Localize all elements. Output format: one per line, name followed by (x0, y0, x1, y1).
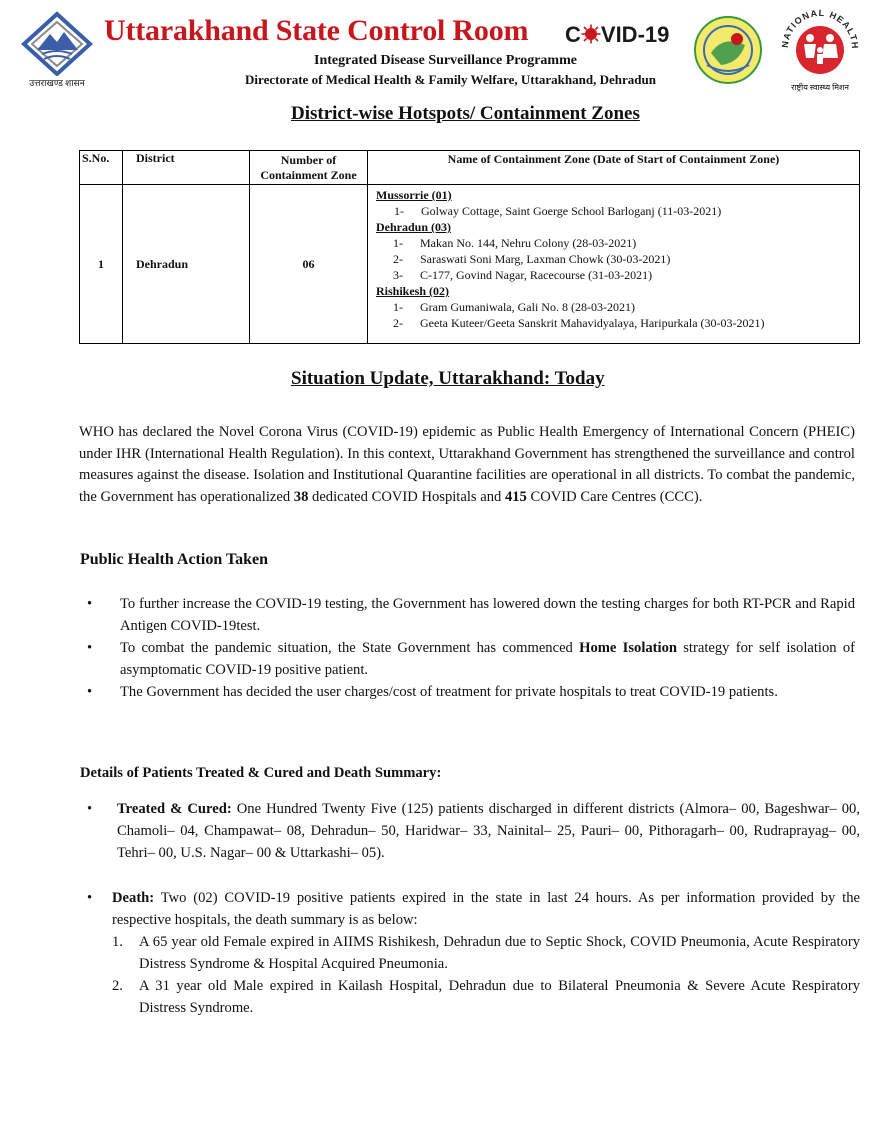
nhm-logo (770, 8, 870, 90)
action-list (79, 593, 855, 703)
col-district: District (123, 151, 250, 185)
bullet-icon: • (87, 890, 93, 906)
row-sno: 1 (80, 185, 123, 344)
death-summary-list (112, 931, 860, 1019)
death-label: Death: (112, 890, 155, 906)
zone-item: 2- Geeta Kuteer/Geeta Sanskrit Mahavidyalaya, Haripurkala (30-03-2021) (393, 316, 765, 330)
covid-logo-letter-c: C (565, 22, 581, 47)
list-item: • The Government has decided the user charges/cost of treatment for private hospitals to treat COVID-19 patients. (79, 681, 855, 703)
nhm-caption: राष्ट्रीय स्वास्थ्य मिशन (791, 83, 849, 92)
zone-item: 3- C-177, Govind Nagar, Racecourse (31-03-2021) (393, 268, 653, 282)
bullet-icon: • (87, 801, 93, 817)
page-title: Uttarakhand State Control Room (104, 14, 529, 47)
col-zone-names: Name of Containment Zone (Date of Start of Containment Zone) (368, 151, 860, 185)
list-item: • To further increase the COVID-19 testing, the Government has lowered down the testing charges for both RT-PCR and Rapid Antigen COVID-19test. (79, 593, 855, 637)
list-item: 2. A 31 year old Male expired in Kailash Hospital, Dehradun due to Bilateral Pneumonia & Severe Acute Respiratory Distress Syndrome. (112, 978, 860, 1016)
zone-group-title: Dehradun (03) (376, 220, 452, 234)
idsp-logo (693, 15, 763, 85)
details-heading: Details of Patients Treated & Cured and Death Summary: (80, 765, 442, 781)
bullet-icon: • (87, 684, 93, 700)
emblem-caption: उत्तराखण्ड शासन (29, 78, 85, 88)
col-sno: S.No. (80, 151, 123, 185)
list-item: 1. A 65 year old Female expired in AIIMS Rishikesh, Dehradun due to Septic Shock, COVID Pneumonia, Acute Respiratory Distress Syndrome & Hospital Acquired Pneumonia. (112, 934, 860, 972)
hospital-count: 38 (293, 488, 309, 505)
zone-item: 1- Gram Gumaniwala, Gali No. 8 (28-03-2021) (393, 300, 635, 314)
idsp-circle-icon (693, 15, 763, 85)
row-district: Dehradun (123, 185, 250, 344)
programme-subtitle: Integrated Disease Surveillance Programme (314, 53, 577, 68)
table-header-row (80, 151, 860, 185)
row-zone-count: 06 (250, 185, 368, 344)
nhm-emblem-icon (770, 8, 870, 84)
intro-paragraph: WHO has declared the Novel Corona Virus (COVID-19) epidemic as Public Health Emergency of International Concern (PHEIC) under IHR (International Health Regulation). In this context, Uttarakhand Government has strengthened the surveillance and control measures against the disease. Isolation and Institutional Quarantine facilities are operational in all districts. To combat the pandemic, the Government has operationalized 38 dedicated COVID Hospitals and 415 COVID Care Centres (CCC). (79, 424, 855, 505)
zone-item: 2- Saraswati Soni Marg, Laxman Chowk (30-03-2021) (393, 252, 671, 266)
zone-item: 1- Makan No. 144, Nehru Colony (28-03-2021) (393, 236, 637, 250)
list-item: • To combat the pandemic situation, the State Government has commenced Home Isolation strategy for self isolation of asymptomatic COVID-19 positive patient. (79, 637, 855, 681)
bullet-icon: • (87, 596, 93, 612)
containment-zone-table (79, 150, 860, 344)
treated-label: Treated & Cured: (117, 801, 232, 817)
zone-item: 1- Golway Cottage, Saint Goerge School Barloganj (11-03-2021) (394, 204, 722, 218)
covid19-logo (565, 22, 669, 48)
nhm-ring-text: NATIONAL HEALTH (779, 8, 861, 50)
virus-icon (581, 24, 601, 44)
covid-logo-rest: VID-19 (600, 22, 670, 47)
directorate-subtitle: Directorate of Medical Health & Family Welfare, Uttarakhand, Dehradun (245, 72, 656, 87)
action-heading: Public Health Action Taken (80, 551, 269, 568)
row-zone-list (368, 185, 860, 344)
zone-group-title: Mussorrie (01) (376, 188, 452, 202)
table-row (80, 185, 860, 344)
ccc-count: 415 (504, 488, 527, 505)
zone-group-title: Rishikesh (02) (376, 284, 450, 298)
treated-cured-item: • Treated & Cured: One Hundred Twenty Five (125) patients discharged in different districts (Almora– 00, Bageshwar– 00, Chamoli– 04, Champawat– 08, Dehradun– 50, Haridwar– 33, Nainital– 25, Pauri– 00, Pithoragarh– 00, Rudraprayag– 00, Tehri– 00, U.S. Nagar– 00 & Uttarkashi– 05). (79, 798, 860, 864)
situation-heading: Situation Update, Uttarakhand: Today (291, 368, 605, 389)
col-zone-count: Number of Containment Zone (250, 151, 368, 185)
hotspots-heading: District-wise Hotspots/ Containment Zones (291, 103, 640, 124)
bullet-icon: • (87, 640, 93, 656)
death-item: • Death: Two (02) COVID-19 positive patients expired in the state in last 24 hours. As per information provided by the respective hospitals, the death summary is as below: 1. A 65 year old Female expired in AIIMS Rishikesh, Dehradun due to Septic Shock, COVID Pneumonia, Acute Respiratory Distress Syndrome & Hospital Acquired Pneumonia. 2. A 31 year old Male expired in Kailash Hospital, Dehradun due to Bilateral Pneumonia & Severe Acute Respiratory Distress Syndrome. (79, 887, 860, 1019)
